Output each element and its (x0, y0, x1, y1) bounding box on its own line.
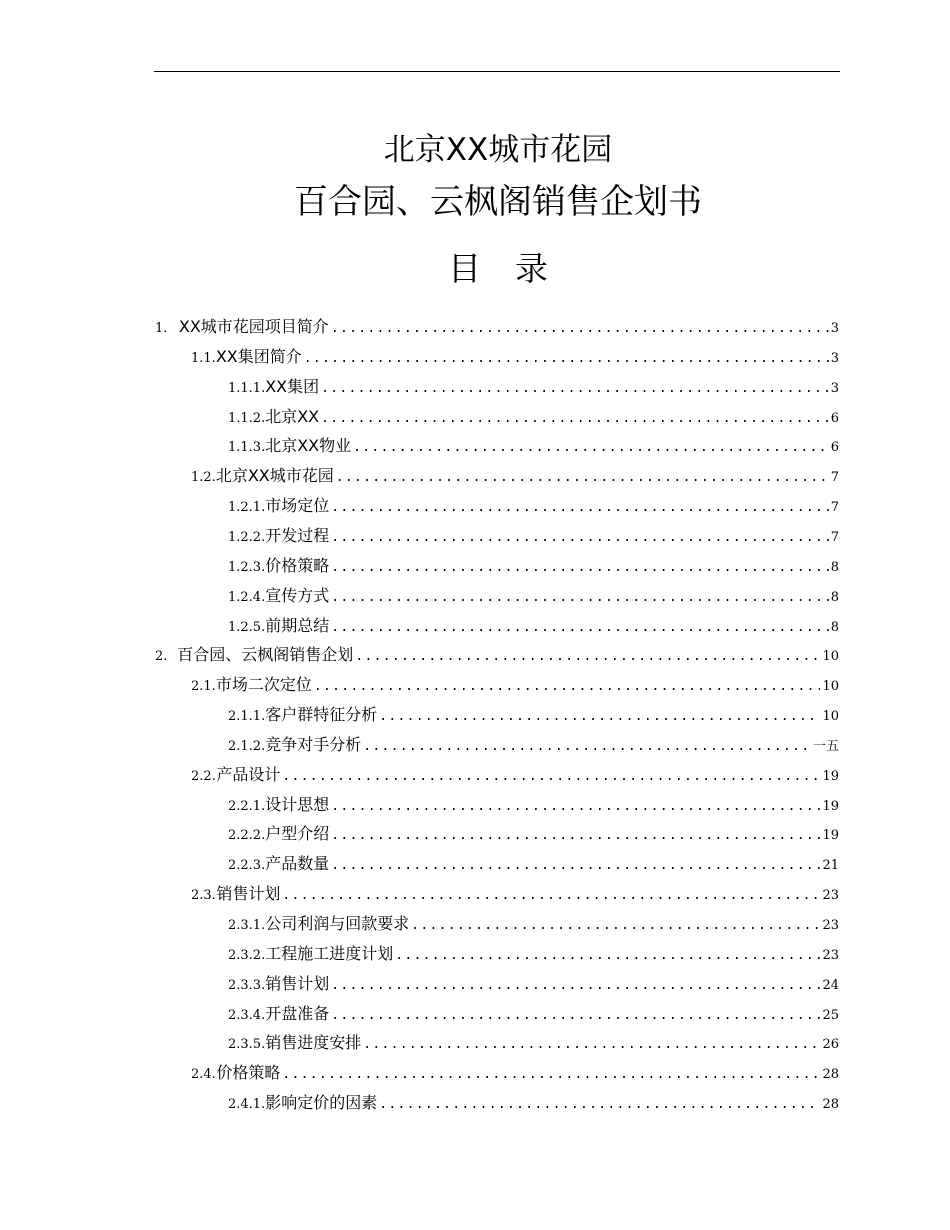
toc-entry-page: 3 (830, 321, 839, 336)
toc-entry-page: 10 (822, 649, 839, 665)
toc-dot-leader (331, 1001, 820, 1031)
toc-entry[interactable] (228, 790, 839, 820)
toc-dot-leader (321, 374, 829, 404)
toc-entry-number: 1.2. (191, 470, 216, 486)
toc-entry-page: 25 (822, 1007, 839, 1023)
toc-entry[interactable] (228, 730, 839, 760)
toc-entry-title: 价格策略 (265, 555, 330, 575)
toc-entry-title: 百合园、云枫阁销售企划 (177, 645, 354, 665)
toc-entry-number: 1.2.5. (228, 619, 266, 635)
toc-dot-leader (331, 523, 828, 553)
toc-entry-title: XX城市花园项目简介 (178, 317, 329, 336)
toc-entry-title: 销售计划 (265, 973, 330, 993)
toc-entry-page: 10 (822, 709, 839, 725)
toc-entry-page: 7 (830, 529, 839, 545)
toc-entry[interactable] (191, 879, 839, 909)
toc-entry[interactable] (228, 581, 839, 611)
toc-dot-leader (282, 881, 820, 911)
toc-entry[interactable] (228, 909, 839, 939)
toc-entry-page: 19 (822, 768, 839, 784)
toc-dot-leader (331, 314, 829, 344)
toc-entry-page: 26 (822, 1037, 839, 1053)
toc-entry[interactable] (155, 640, 839, 670)
toc-entry-number: 2.3.1. (228, 918, 266, 933)
toc-entry-title: 开发过程 (265, 525, 330, 545)
toc-entry-page: 28 (822, 1097, 839, 1113)
document-title-line2: 百合园、云枫阁销售企划书 (294, 182, 702, 222)
toc-entry-page: 3 (830, 380, 839, 396)
toc-entry[interactable] (228, 372, 839, 402)
toc-heading: 目录 (448, 249, 582, 288)
toc-entry[interactable] (191, 461, 839, 491)
toc-entry-page: 21 (822, 858, 839, 874)
toc-entry-number: 2.1.1. (228, 709, 266, 725)
toc-entry-title: 销售计划 (216, 884, 281, 904)
toc-entry-number: 1.1.3. (228, 440, 266, 456)
toc-entry[interactable] (228, 491, 839, 521)
toc-entry-number: 2.3. (191, 888, 216, 904)
toc-dot-leader (331, 583, 828, 613)
toc-dot-leader (355, 642, 820, 672)
toc-entry-page: 10 (822, 679, 839, 695)
toc-entry-number: 2.3.5. (228, 1037, 266, 1053)
toc-entry-title: 户型介绍 (265, 824, 330, 844)
toc-entry-page: 3 (830, 350, 839, 366)
toc-entry-number: 2.3.3. (228, 977, 266, 993)
toc-entry-page: 19 (822, 798, 839, 814)
toc-entry-number: 1.2.2. (228, 529, 266, 545)
toc-entry[interactable] (191, 760, 839, 790)
toc-entry-number: 2.4. (191, 1067, 216, 1083)
document-title-line1: 北京XX城市花园 (383, 132, 613, 168)
toc-entry-title: 竞争对手分析 (265, 734, 362, 754)
toc-entry-title: 北京XX城市花园 (215, 466, 334, 486)
toc-entry[interactable] (155, 312, 839, 342)
toc-entry-page: 23 (822, 888, 839, 904)
toc-entry-number: 1.1. (191, 350, 216, 366)
toc-entry[interactable] (228, 431, 839, 461)
toc-entry-number: 2.1.2. (228, 738, 266, 754)
toc-entry-number: 2.3.4. (228, 1007, 266, 1023)
toc-dot-leader (331, 851, 820, 881)
toc-entry-number: 1.1.1. (228, 380, 266, 396)
toc-entry[interactable] (228, 611, 839, 641)
toc-dot-leader (314, 672, 821, 702)
toc-entry-title: XX集团 (265, 376, 320, 396)
toc-entry-title: 宣传方式 (265, 585, 330, 605)
toc-entry[interactable] (191, 670, 839, 700)
toc-entry-title: 北京XX物业 (265, 436, 352, 456)
toc-entry-number: 2. (155, 649, 168, 665)
toc-entry-number: 2.2.1. (228, 798, 266, 814)
toc-entry-title: 产品数量 (265, 854, 330, 874)
toc-entry[interactable] (228, 969, 839, 999)
toc-entry-page: 8 (830, 619, 839, 635)
toc-entry-title: 前期总结 (265, 615, 330, 635)
toc-entry-page: 8 (830, 559, 839, 575)
toc-entry[interactable] (191, 1058, 839, 1088)
toc-entry-number: 2.2.3. (228, 858, 266, 874)
toc-entry-title: 设计思想 (265, 794, 330, 814)
toc-dot-leader (363, 732, 811, 762)
toc-entry[interactable] (228, 1088, 839, 1118)
toc-entry-number: 2.1. (191, 679, 216, 695)
header-rule (154, 71, 840, 72)
toc-entry-number: 2.3.2. (228, 947, 266, 963)
toc-entry-page: 一五 (812, 738, 839, 754)
toc-dot-leader (331, 493, 828, 523)
toc-dot-leader (363, 1030, 820, 1060)
toc-entry[interactable] (228, 939, 839, 969)
toc-dot-leader (353, 433, 829, 463)
toc-entry-title: 市场二次定位 (215, 675, 312, 695)
toc-entry-title: 客户群特征分析 (265, 705, 378, 725)
toc-entry-page: 8 (830, 589, 839, 605)
toc-entry-page: 6 (830, 410, 839, 426)
toc-dot-leader (411, 911, 820, 941)
toc-entry-number: 1.1.2. (228, 410, 266, 426)
toc-entry-page: 7 (830, 470, 839, 486)
toc-dot-leader (395, 941, 820, 971)
toc-entry-title: 销售进度安排 (265, 1033, 362, 1053)
toc-entry-number: 2.4.1. (228, 1097, 266, 1113)
toc-entry[interactable] (228, 700, 839, 730)
toc-entry-title: 工程施工进度计划 (265, 943, 394, 963)
toc-dot-leader (304, 344, 829, 374)
toc-entry[interactable] (228, 551, 839, 581)
toc-entry-number: 1.2.4. (228, 589, 266, 605)
toc-entry[interactable] (191, 342, 839, 372)
toc-dot-leader (282, 762, 820, 792)
toc-dot-leader (379, 702, 820, 732)
toc-dot-leader (331, 792, 820, 822)
toc-dot-leader (282, 1060, 820, 1090)
toc-dot-leader (331, 821, 820, 851)
toc-entry[interactable] (228, 849, 839, 879)
toc-entry-page: 23 (822, 918, 839, 933)
toc-dot-leader (331, 971, 820, 1001)
toc-entry-title: 北京XX (265, 406, 320, 426)
toc-entry-number: 2.2.2. (228, 828, 266, 844)
toc-entry[interactable] (228, 521, 839, 551)
toc-dot-leader (331, 553, 828, 583)
toc-entry-page: 23 (822, 947, 839, 963)
toc-entry-page: 24 (822, 977, 839, 993)
toc-entry-page: 19 (822, 828, 839, 844)
toc-entry-title: 开盘准备 (265, 1003, 330, 1023)
toc-entry-page: 28 (822, 1067, 839, 1083)
toc-entry[interactable] (228, 402, 839, 432)
toc-dot-leader (321, 404, 829, 434)
toc-entry-number: 1.2.3. (228, 559, 266, 575)
toc-entry[interactable] (228, 819, 839, 849)
toc-entry-page: 6 (830, 440, 839, 456)
toc-entry-title: 价格策略 (216, 1063, 281, 1083)
toc-entry-title: 公司利润与回款要求 (265, 914, 410, 933)
toc-entry[interactable] (228, 999, 839, 1029)
toc-entry-number: 1. (155, 321, 168, 336)
toc-entry-number: 1.2.1. (228, 500, 266, 516)
toc-entry-title: 市场定位 (265, 496, 330, 516)
toc-dot-leader (331, 613, 828, 643)
toc-entry-number: 2.2. (191, 768, 216, 784)
toc-entry-page: 7 (830, 500, 839, 516)
toc-entry-title: XX集团简介 (215, 346, 302, 366)
toc-dot-leader (379, 1090, 820, 1120)
toc-entry-title: 产品设计 (216, 764, 281, 784)
toc-entry[interactable] (228, 1028, 839, 1058)
toc-entry-title: 影响定价的因素 (265, 1093, 378, 1113)
toc-dot-leader (336, 463, 829, 493)
